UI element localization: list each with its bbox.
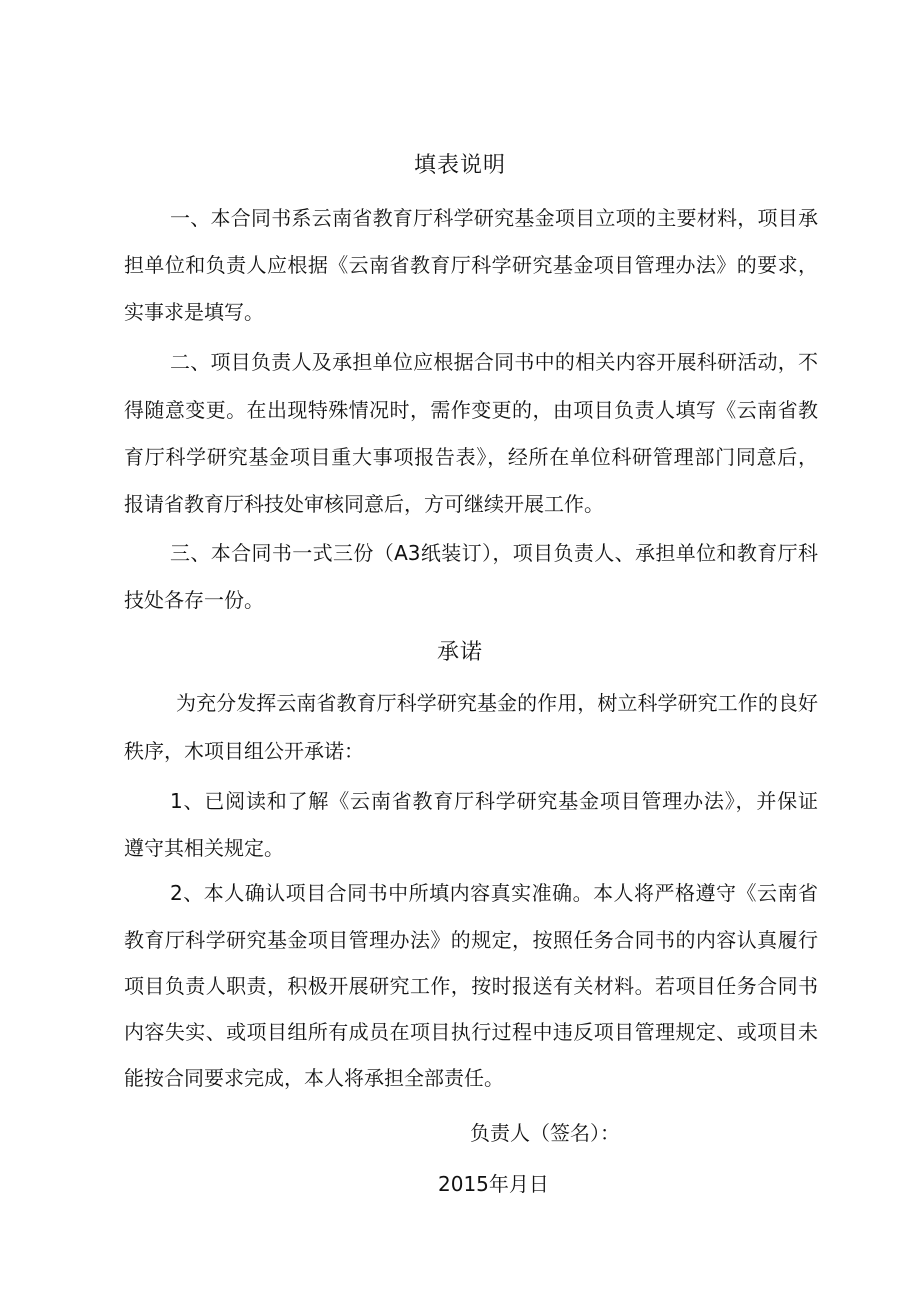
instructions-p3-line1: 三、本合同书一式三份（A3纸装订），项目负责人、承担单位和教育厅科	[170, 541, 818, 565]
pledge-item2-line2: 教育厅科学研究基金项目管理办法》的规定，按照任务合同书的内容认真履行	[124, 928, 818, 952]
instructions-p2-line4: 报请省教育厅科技处审核同意后，方可继续开展工作。	[124, 492, 604, 516]
instructions-p1-line1: 一、本合同书系云南省教育厅科学研究基金项目立项的主要材料，项目承	[170, 206, 818, 230]
pledge-item2-line1: 2、本人确认项目合同书中所填内容真实准确。本人将严格遵守《云南省	[170, 881, 818, 905]
pledge-item1-line1: 1、已阅读和了解《云南省教育厅科学研究基金项目管理办法》，并保证	[170, 789, 818, 813]
pledge-item2-line4: 内容失实、或项目组所有成员在项目执行过程中违反项目管理规定、或项目未	[124, 1020, 818, 1044]
instructions-title: 填表说明	[413, 153, 506, 178]
pledge-item1-line2: 遵守其相关规定。	[124, 836, 284, 860]
pledge-intro-line1: 为充分发挥云南省教育厅科学研究基金的作用，树立科学研究工作的良好	[176, 691, 818, 715]
signature-date: 2015年月日	[438, 1172, 549, 1196]
signature-label: 负责人（签名）：	[470, 1121, 620, 1145]
instructions-p3-line2: 技处各存一份。	[124, 588, 264, 612]
instructions-p1-line3: 实事求是填写。	[124, 300, 264, 324]
instructions-p2-line2: 得随意变更。在出现特殊情况时，需作变更的，由项目负责人填写《云南省教	[124, 398, 818, 422]
pledge-title: 承诺	[436, 640, 483, 665]
instructions-p2-line1: 二、项目负责人及承担单位应根据合同书中的相关内容开展科研活动，不	[170, 350, 818, 374]
pledge-intro-line2: 秩序，木项目组公开承诺：	[124, 739, 364, 763]
pledge-item2-line5: 能按合同要求完成，本人将承担全部责任。	[124, 1066, 504, 1090]
instructions-p1-line2: 担单位和负责人应根据《云南省教育厅科学研究基金项目管理办法》的要求，	[124, 253, 818, 277]
instructions-p2-line3: 育厅科学研究基金项目重大事项报告表》，经所在单位科研管理部门同意后，	[124, 445, 818, 469]
pledge-item2-line3: 项目负责人职责，积极开展研究工作，按时报送有关材料。若项目任务合同书	[124, 974, 818, 998]
